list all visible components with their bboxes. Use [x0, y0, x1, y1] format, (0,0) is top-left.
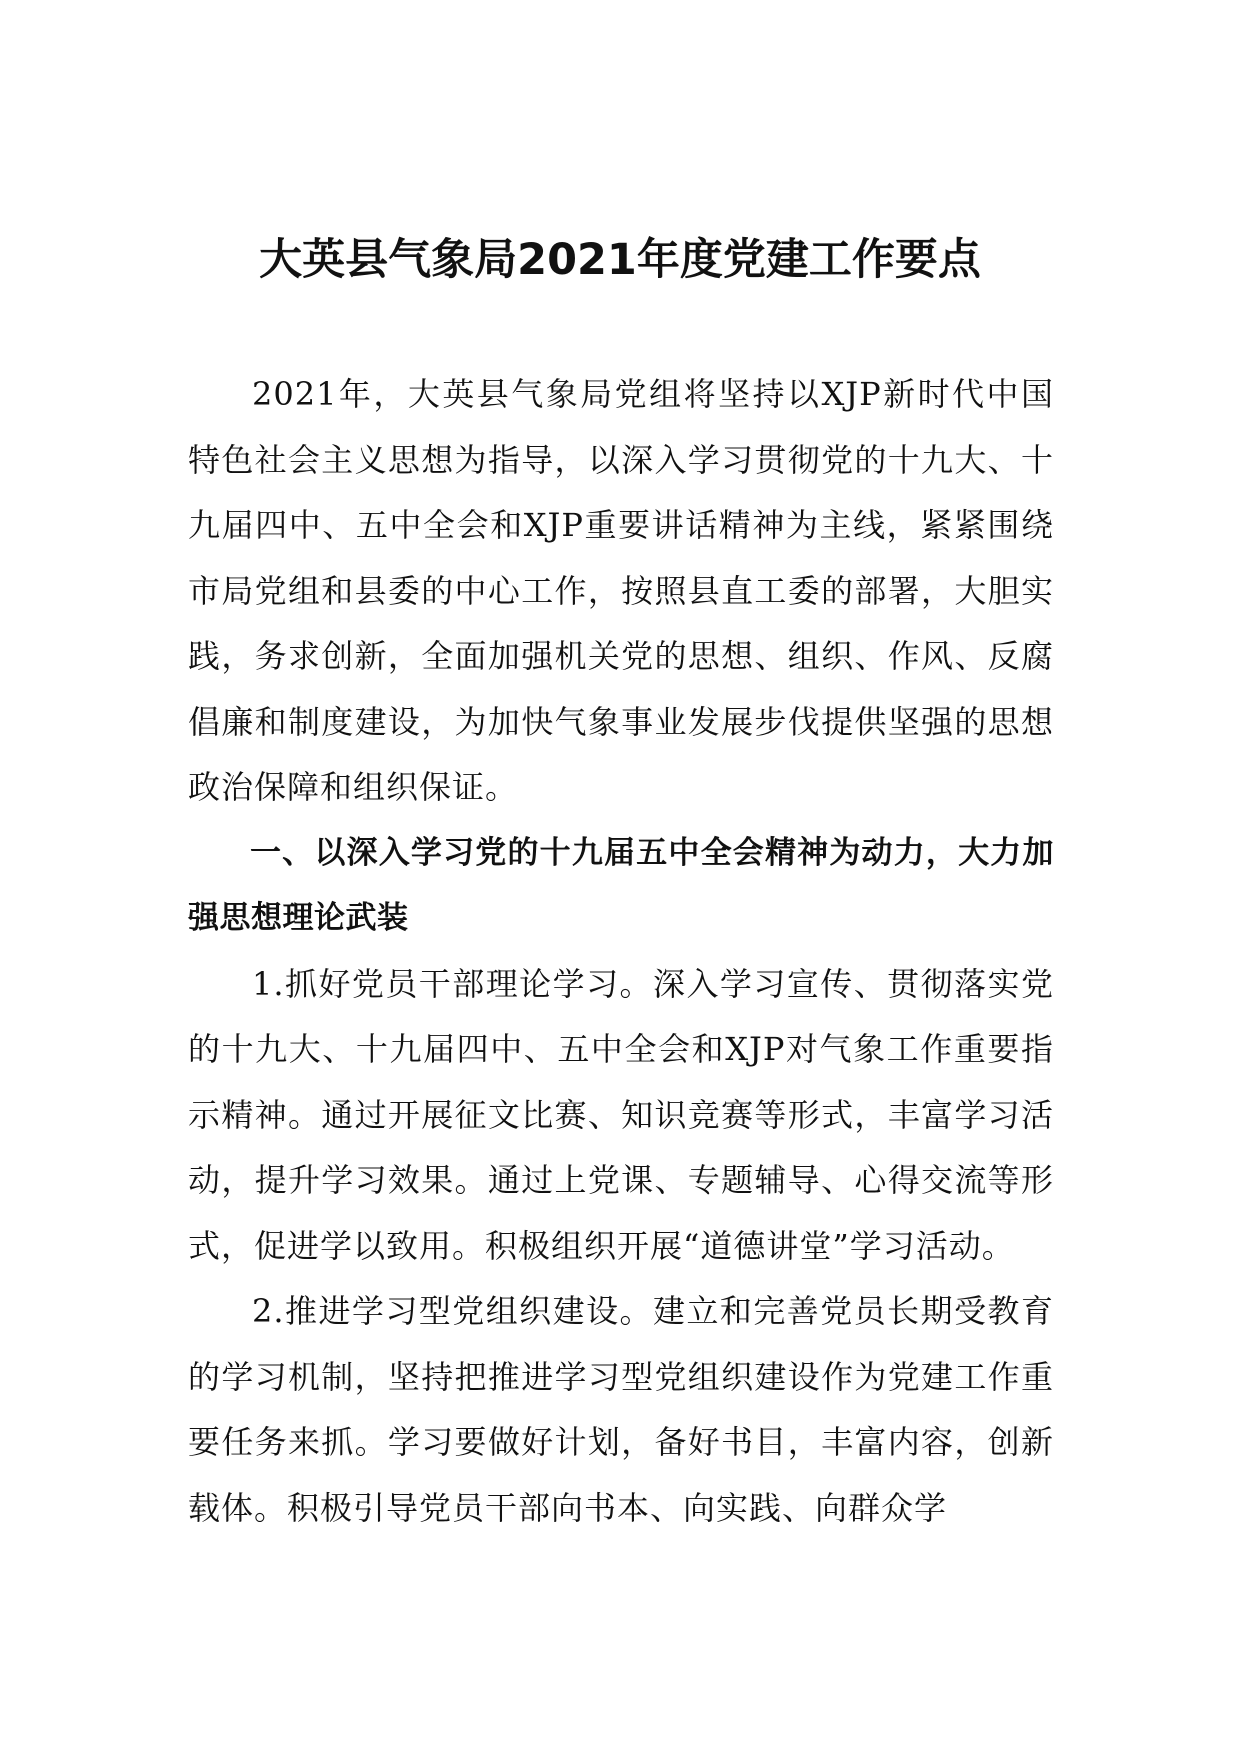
section-heading-1: 一、以深入学习党的十九届五中全会精神为动力，大力加强思想理论武装	[188, 834, 1054, 936]
document-title: 大英县气象局2021年度党建工作要点	[259, 235, 981, 285]
document-body	[188, 362, 1054, 1541]
item-paragraph-1: 1.抓好党员干部理论学习。深入学习宣传、贯彻落实党的十九大、十九届四中、五中全会和XJP对气象工作重要指示精神。通过开展征文比赛、知识竞赛等形式，丰富学习活动，提升学习效果。通过上党课、专题辅导、心得交流等形式，促进学以致用。积极组织开展“道德讲堂”学习活动。	[188, 964, 1054, 1265]
intro-paragraph: 2021年，大英县气象局党组将坚持以XJP新时代中国特色社会主义思想为指导，以深入学习贯彻党的十九大、十九届四中、五中全会和XJP重要讲话精神为主线，紧紧围绕市局党组和县委的中心工作，按照县直工委的部署，大胆实践，务求创新，全面加强机关党的思想、组织、作风、反腐倡廉和制度建设，为加快气象事业发展步伐提供坚强的思想政治保障和组织保证。	[188, 375, 1054, 806]
item-paragraph-2: 2.推进学习型党组织建设。建立和完善党员长期受教育的学习机制，坚持把推进学习型党组织建设作为党建工作重要任务来抓。学习要做好计划，备好书目，丰富内容，创新载体。积极引导党员干部向书本、向实践、向群众学	[188, 1292, 1054, 1527]
